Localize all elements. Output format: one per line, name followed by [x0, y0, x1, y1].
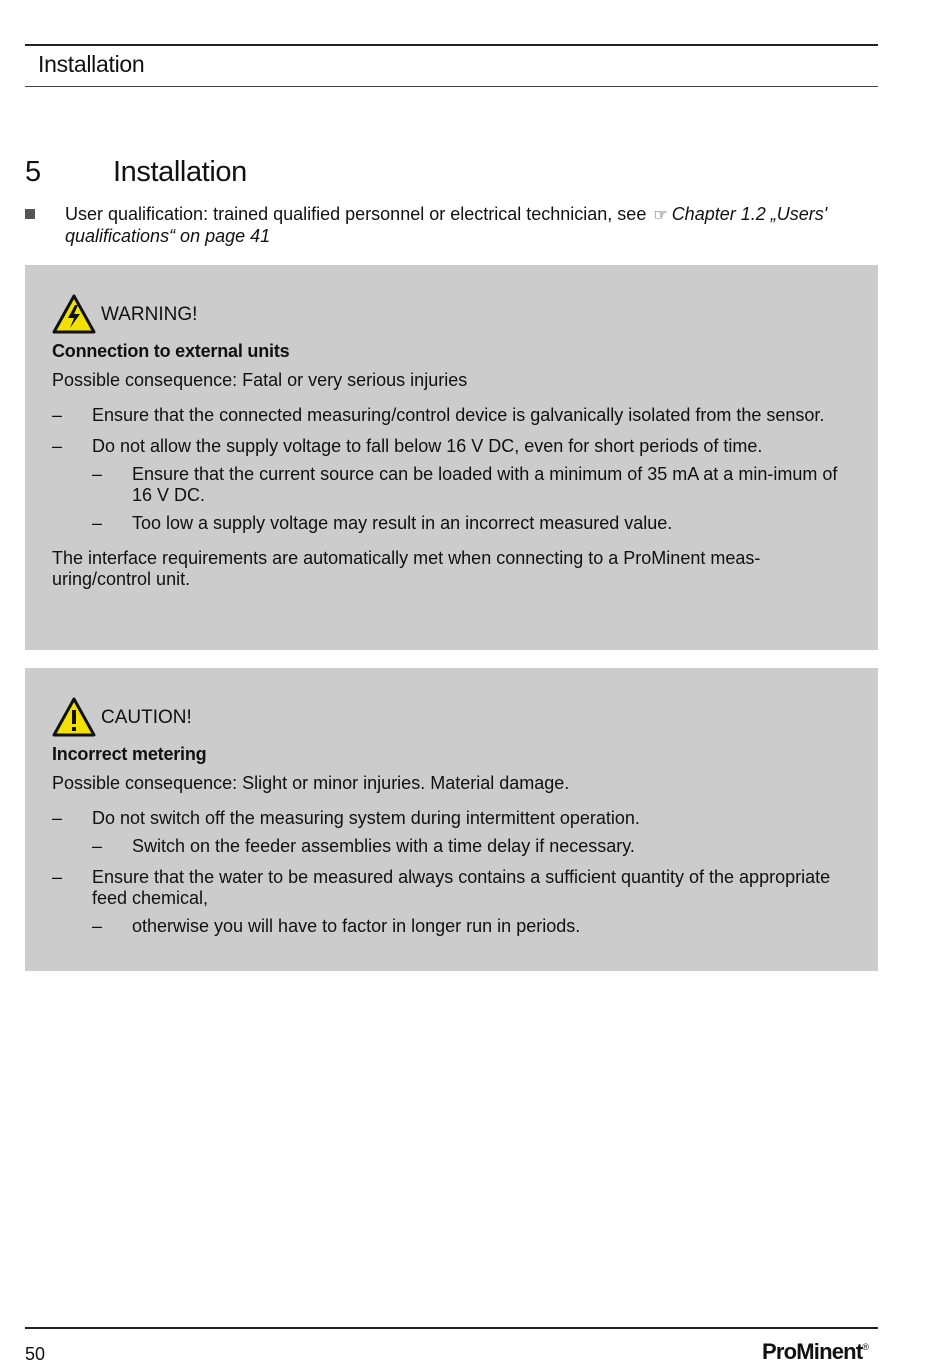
caution-signal-word: CAUTION!: [101, 706, 192, 728]
list-item: – Do not allow the supply voltage to fall below 16 V DC, even for short periods of time. – Ensure that the current source can be loaded with a minimum of 35 mA at a min-imum of 16 V DC. – Too low a supply voltage may result in an incorrect measured value.: [52, 436, 848, 534]
sub-list-item: – otherwise you will have to factor in longer run in periods.: [92, 916, 848, 937]
header-bottom-rule: [25, 86, 878, 87]
brand-name: ProMinent: [762, 1339, 863, 1364]
chapter-reference-text: Chapter 1.2 „Users' qualifications“ on page 41: [65, 204, 828, 246]
list-item: – Ensure that the connected measuring/control device is galvanically isolated from the sensor.: [52, 405, 848, 426]
warning-notice: [25, 265, 878, 650]
caution-consequence: Possible consequence: Slight or minor injuries. Material damage.: [52, 773, 570, 793]
warning-title: Connection to external units: [52, 341, 290, 361]
chapter-number: 5: [25, 156, 41, 188]
caution-title: Incorrect metering: [52, 744, 207, 764]
prominent-logo: [762, 1339, 869, 1365]
warning-signal-word: WARNING!: [101, 303, 198, 325]
list-item: – Do not switch off the measuring system during intermittent operation. – Switch on the feeder assemblies with a time delay if necessary.: [52, 808, 848, 857]
list-item: – Ensure that the water to be measured always contains a sufficient quantity of the appropriate feed chemical, – otherwise you will have to factor in longer run in periods.: [52, 867, 848, 937]
electrical-hazard-icon: [52, 294, 96, 334]
header-top-rule: [25, 44, 878, 46]
hand-pointer-icon: ☞: [653, 207, 668, 224]
chapter-heading: [25, 156, 247, 189]
sub-list-item: – Too low a supply voltage may result in an incorrect measured value.: [92, 513, 848, 534]
square-bullet-icon: [25, 209, 35, 219]
chapter-title: Installation: [113, 156, 247, 188]
registered-mark: ®: [862, 1342, 869, 1352]
page-number: 50: [25, 1344, 46, 1364]
footer-rule: [25, 1327, 878, 1329]
warning-closing-note: The interface requirements are automatically met when connecting to a ProMinent meas-uring/control unit.: [52, 548, 761, 589]
running-header: Installation: [38, 51, 145, 77]
sub-list-item: – Ensure that the current source can be loaded with a minimum of 35 mA at a min-imum of 16 V DC.: [92, 464, 848, 506]
caution-notice: [25, 668, 878, 971]
qualification-text: User qualification: trained qualified personnel or electrical technician, see: [65, 204, 647, 224]
warning-consequence: Possible consequence: Fatal or very serious injuries: [52, 370, 468, 390]
general-warning-icon: [52, 697, 96, 737]
sub-list-item: – Switch on the feeder assemblies with a time delay if necessary.: [92, 836, 848, 857]
user-qualification: [25, 204, 855, 247]
